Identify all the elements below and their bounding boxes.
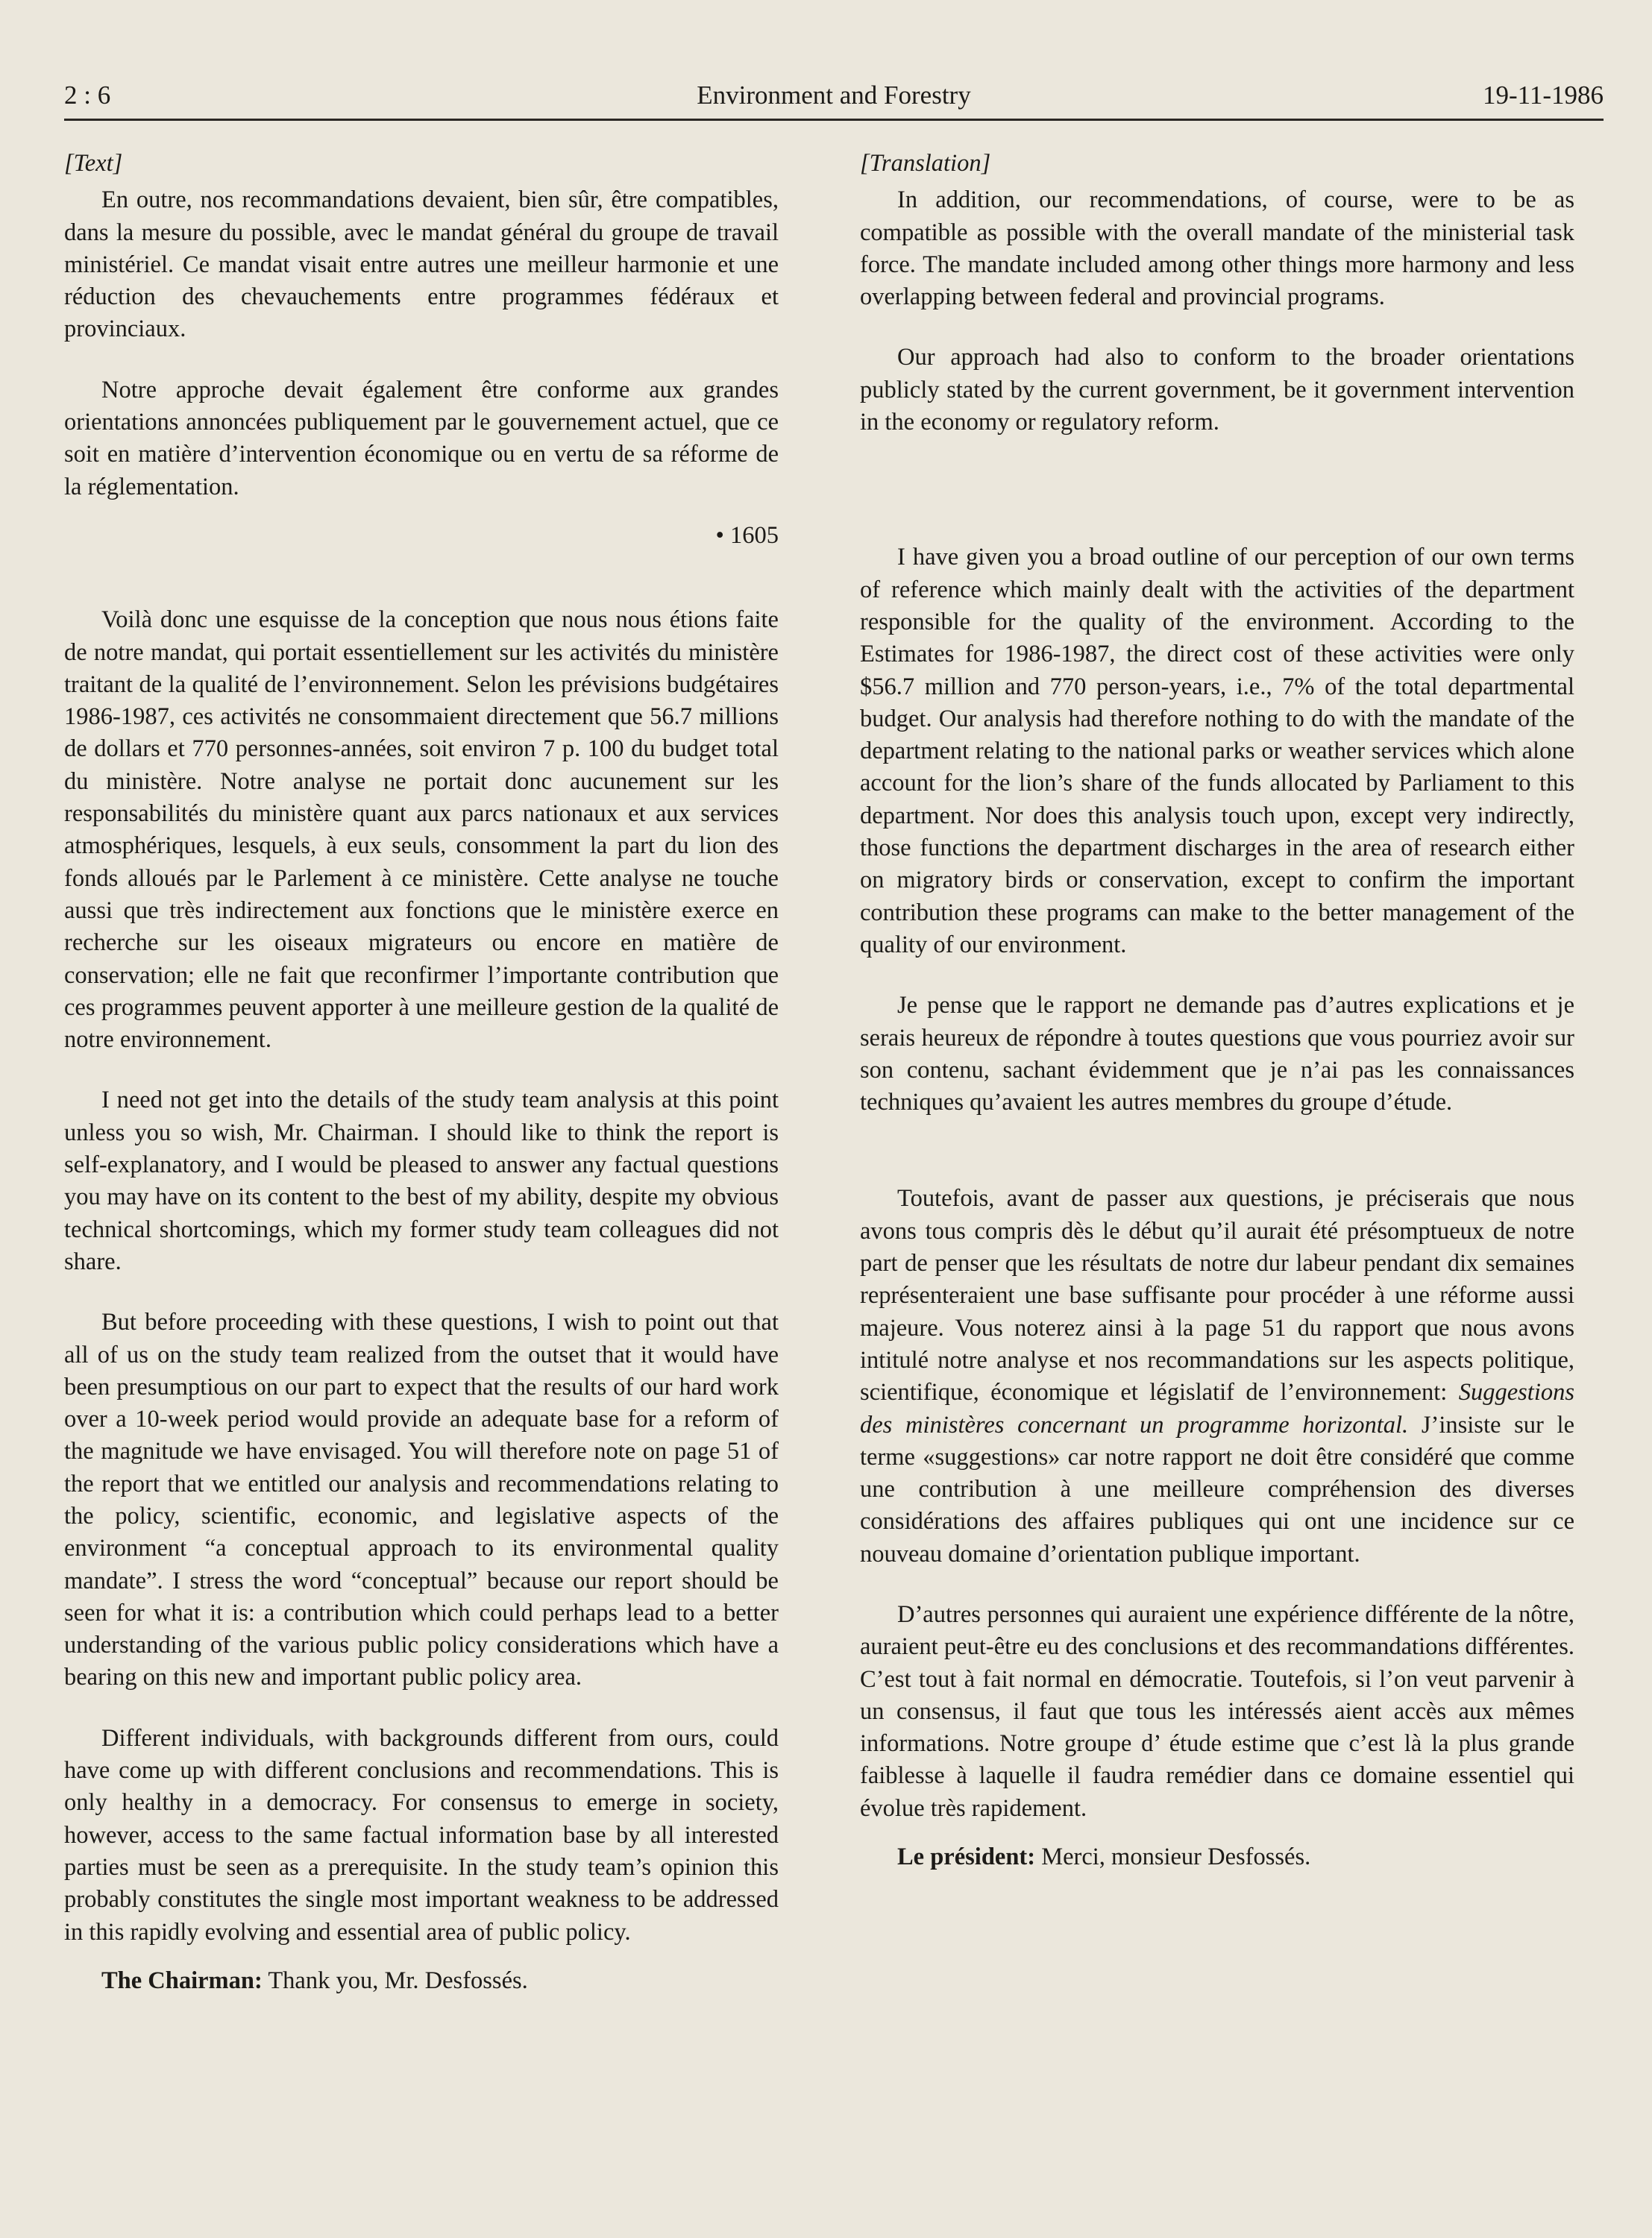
speaker-line [860, 1841, 1574, 1873]
paragraph: Our approach had also to conform to the broader orientations publicly stated by the current government, be it government intervention in the economy or regulatory reform. [860, 344, 1574, 436]
speaker-name: The Chairman: [101, 1967, 263, 1994]
speaker-name: Le président: [897, 1843, 1036, 1871]
paragraph: In addition, our recommendations, of course, were to be as compatible as possible with the overall mandate of the ministerial task force. The mandate included among other things more harmony and less overlapping between federal and provincial programs. [860, 186, 1574, 311]
speaker-line [64, 1965, 779, 1997]
speech-text: Thank you, Mr. Desfossés. [268, 1967, 528, 1994]
header-date: 19-11-1986 [1482, 81, 1604, 110]
paragraph: I need not get into the details of the study team analysis at this point unless you so wish, Mr. Chairman. I should like to think the report is self-explanatory, and I would be pleased to answer any factual questions you may have on its content to the best of my ability, despite my obvious technical shortcomings, which my former study team colleagues did not share. [64, 1087, 779, 1275]
left-column [64, 148, 779, 2025]
page-header [64, 81, 1604, 122]
report-title: Suggestions des ministères concernant un programme horizontal. [860, 1379, 1574, 1439]
header-rule [64, 119, 1604, 121]
paragraph: Notre approche devait également être conforme aux grandes orientations annoncées publiquement par le gouvernement actuel, que ce soit en matière d’intervention économique ou en vertu de sa réforme de la réglementation. [64, 376, 779, 500]
paragraph: En outre, nos recommandations devaient, bien sûr, être compatibles, dans la mesure du possible, avec le mandat général du groupe de travail ministériel. Ce mandat visait entre autres une meilleur harmonie et une réduction des chevauchements entre programmes fédéraux et provinciaux. [64, 186, 779, 343]
paragraph-text: J’insiste sur le terme «suggestions» car notre rapport ne doit être considéré que comme une contribution à une meilleure compréhension des diverses considérations des affaires publiques qui ont une incidence sur ce nouveau domaine d’orientation publique important. [860, 1411, 1574, 1568]
publication-title: Environment and Forestry [697, 81, 971, 110]
paragraph [860, 1183, 1574, 1571]
speech-text: Merci, monsieur Desfossés. [1041, 1843, 1311, 1871]
paragraph: But before proceeding with these questions, I wish to point out that all of us on the study team realized from the outset that it would have been presumptious on our part to expect that the results of our hard work over a 10-week period would provide an adequate base for a reform of the magnitude we have envisaged. You will therefore note on page 51 of the report that we entitled our analysis and recommendations relating to the policy, scientific, economic, and legislative aspects of the environment “a conceptual approach to its environmental quality mandate”. I stress the word “conceptual” because our report should be seen for what it is: a contribution which could perhaps lead to a better understanding of the various public policy considerations which have a bearing on this new and important public policy area. [64, 1309, 779, 1691]
language-label: [Translation] [860, 150, 991, 177]
right-column [860, 148, 1574, 1902]
paragraph: Je pense que le rapport ne demande pas d’autres explications et je serais heureux de répondre à toutes questions que vous pourriez avoir sur son contenu, sachant évidemment que je n’ai pas les connaissances techniques qu’avaient les autres membres du groupe d’étude. [860, 992, 1574, 1116]
language-label: [Text] [64, 150, 123, 177]
paragraph: I have given you a broad outline of our perception of our own terms of reference which mainly dealt with the activities of the department responsible for the quality of the environment. According to the Estimates for 1986-1987, the direct cost of these activities were only $56.7 million and 770 person-years, i.e., 7% of the total departmental budget. Our analysis had therefore nothing to do with the mandate of the department relating to the national parks or weather services which alone account for the lion’s share of the funds allocated by Parliament to this department. Nor does this analysis touch upon, except very indirectly, those functions the department discharges in the area of research either on migratory birds or conservation, except to confirm the important contribution these programs can make to the better management of the quality of our environment. [860, 544, 1574, 958]
spacer [860, 467, 1574, 541]
time-marker: • 1605 [715, 521, 779, 549]
paragraph-text: Toutefois, avant de passer aux questions, je préciserais que nous avons tous compris dès le début qu’il aurait été présomptueux de notre part de penser que les résultats de notre dur labeur pendant dix semaines représenteraient une base suffisante pour procéder à une réforme aussi majeure. Vous noterez ainsi à la page 51 du rapport que nous avons intitulé notre analyse et nos recommandations sur les aspects politique, scientifique, économique et législatif de l’environnement: [860, 1185, 1574, 1406]
paragraph: Different individuals, with backgrounds different from ours, could have come up with different conclusions and recommendations. This is only healthy in a democracy. For consensus to emerge in society, however, access to the same factual information base by all interested parties must be seen as a prerequisite. In the study team’s opinion this probably constitutes the single most important weakness to be addressed in this rapidly evolving and essential area of public policy. [64, 1724, 779, 1946]
paragraph: Voilà donc une esquisse de la conception que nous nous étions faite de notre mandat, qui portait essentiellement sur les activités du ministère traitant de la qualité de l’environnement. Selon les prévisions budgétaires 1986-1987, ces activités ne consommaient directement que 56.7 millions de dollars et 770 personnes-années, soit environ 7 p. 100 du budget total du ministère. Notre analyse ne portait donc aucunement sur les responsabilités du ministère quant aux parcs nationaux et aux services atmosphériques, lesquels, à eux seuls, consomment la part du lion des fonds alloués par le Parlement à ce ministère. Cette analyse ne touche aussi que très indirectement aux fonctions que le ministère exerce en recherche sur les oiseaux migrateurs ou encore en matière de conservation; elle ne fait que reconfirmer l’importante contribution que ces programmes peuvent apporter à une meilleure gestion de la qualité de notre environnement. [64, 606, 779, 1054]
page-number: 2 : 6 [64, 81, 111, 110]
paragraph: D’autres personnes qui auraient une expérience différente de la nôtre, auraient peut-être eu des conclusions et des recommandations différentes. C’est tout à fait normal en démocratie. Toutefois, si l’on veut parvenir à un consensus, il faut que tous les intéressés aient accès aux mêmes informations. Notre groupe d’ étude estime que c’est là la plus grande faiblesse à laquelle il faudra remédier dans ce domaine essentiel qui évolue très rapidement. [860, 1600, 1574, 1822]
